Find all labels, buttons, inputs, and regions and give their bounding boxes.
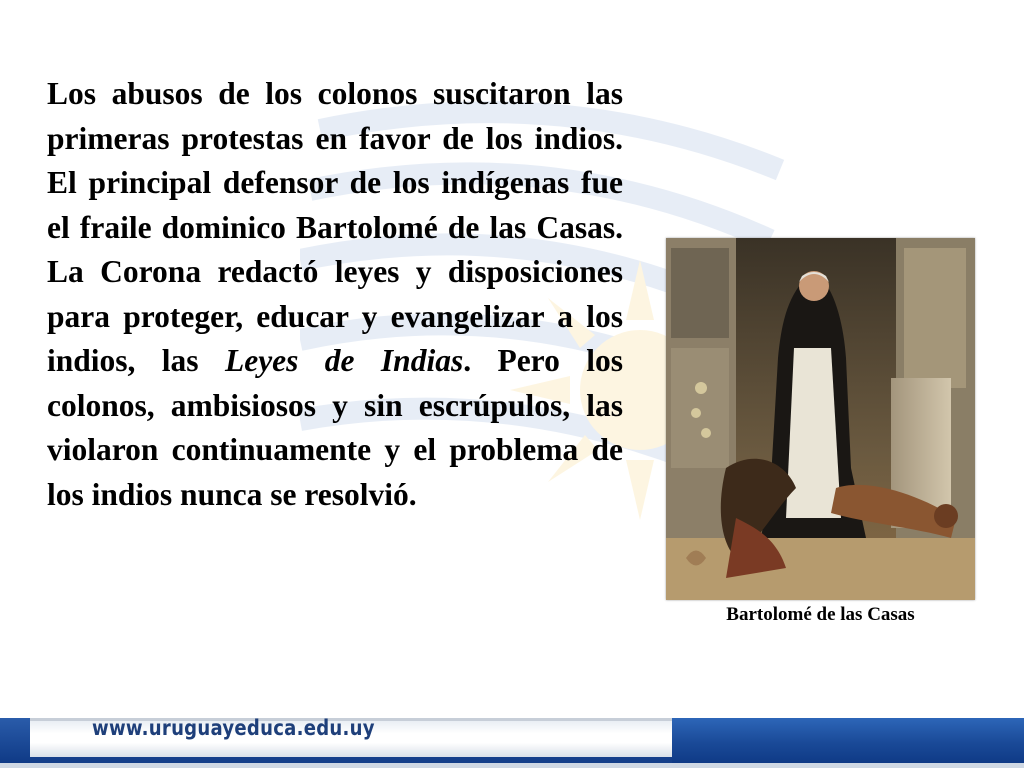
- footer-banner: [0, 706, 1024, 768]
- paragraph-italic-term: Leyes de Indias: [224, 343, 464, 378]
- paragraph-text-start: Los abusos de los colonos suscitaron las primeras protestas en favor de los indios. El principal defensor de los indígenas fue el fraile dominico Bartolomé de las Casas. La Corona redactó leyes y disposiciones para proteger, educar y evangelizar a los indios, las: [47, 76, 623, 378]
- bartolome-de-las-casas-painting: [666, 238, 975, 600]
- website-url-link[interactable]: www.uruguayeduca.edu.uy: [92, 716, 375, 740]
- footer-right-band: [672, 718, 1024, 763]
- paragraph-text-end: . Pero los colonos, ambisiosos y sin escrúpulos, las violaron continuamente y el problema de los indios nunca se resolvió.: [47, 343, 623, 512]
- footer-bottom-line: [0, 763, 1024, 768]
- image-caption: Bartolomé de las Casas: [726, 604, 915, 625]
- main-paragraph: [47, 72, 623, 517]
- footer-left-cap: [0, 718, 30, 763]
